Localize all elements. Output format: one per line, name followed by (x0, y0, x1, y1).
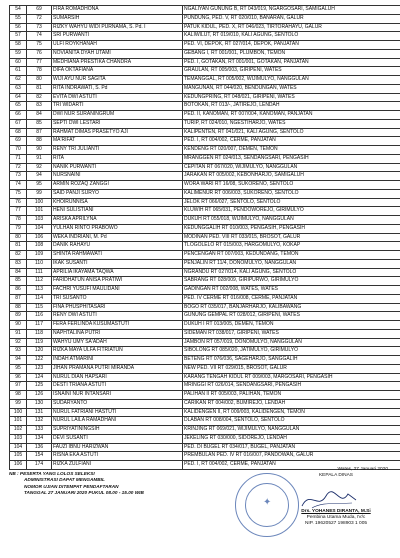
participant-name: NANIK PURWANTI (52, 163, 183, 172)
participant-address: KEDUNGPRING, RT 048/021, GIRIPENI, WATES (183, 93, 400, 102)
test-number: 106 (27, 233, 52, 242)
row-number: 105 (10, 452, 27, 461)
participant-address: PED. I, RT 004/002, CERME, PANJATAN (183, 461, 400, 470)
table-row (10, 321, 400, 330)
row-number: 58 (10, 41, 27, 50)
participant-address: KALIWILUT, RT 019/010, KALI AGUNG, SENTOLO (183, 32, 400, 41)
table-row (10, 286, 400, 295)
table-row (10, 128, 400, 137)
test-number: 80 (27, 76, 52, 85)
row-number: 100 (10, 408, 27, 417)
participant-name: NOVIANITA DYAH UTAMI (52, 49, 183, 58)
row-number: 62 (10, 76, 27, 85)
test-number: 74 (27, 32, 52, 41)
table-row (10, 146, 400, 155)
participant-address: JELOK RT 066/027, SENTOLO, SENTOLO (183, 198, 400, 207)
participant-address: PUNDUNG, PED. V, RT 020/010, BANARAN, GALUR (183, 14, 400, 23)
row-number: 102 (10, 426, 27, 435)
participant-name: JIHAN PRAMANA PUTRI MIRANDA (52, 364, 183, 373)
participant-address: NGALIYAN GUNUNG B, RT 043/019, NGARGOSARI, SAMIGALUH (183, 6, 400, 15)
table-row (10, 268, 400, 277)
participant-name: WAHYU UMY SA'ADAH (52, 338, 183, 347)
row-number: 75 (10, 189, 27, 198)
participant-name: ISNAINI NUR INTANSARI (52, 391, 183, 400)
test-number: 113 (27, 286, 52, 295)
test-number: 100 (27, 198, 52, 207)
test-number: 116 (27, 312, 52, 321)
participant-address: MANGUNAN, RT 044/020, BENDUNGAN, WATES (183, 84, 400, 93)
test-number: 95 (27, 181, 52, 190)
participant-name: ULFI ROYKHANAH (52, 41, 183, 50)
participant-address: DLABAN RT 008/004, SENTOLO, SENTOLO (183, 417, 400, 426)
table-row (10, 399, 400, 408)
row-number: 97 (10, 382, 27, 391)
row-number: 99 (10, 399, 27, 408)
participant-name: RIZKA MAYA ULFA FITRIATUN (52, 347, 183, 356)
test-number: 92 (27, 163, 52, 172)
row-number: 76 (10, 198, 27, 207)
participant-name: ARMIN ROZAQ ZANGGI (52, 181, 183, 190)
test-number: 94 (27, 172, 52, 181)
row-number: 90 (10, 321, 27, 330)
participant-name: TRI WIDARTI (52, 102, 183, 111)
test-number: 76 (27, 49, 52, 58)
table-row (10, 154, 400, 163)
test-number: 132 (27, 417, 52, 426)
row-number: 88 (10, 303, 27, 312)
table-row (10, 41, 400, 50)
test-number: 133 (27, 426, 52, 435)
table-row (10, 294, 400, 303)
participant-address: SIBOLONG RT 085/020, JATIMULYO, GIRIMULYO (183, 347, 400, 356)
participant-address: GRAULAN, RT 005/003, GIRIPENI, WATES (183, 67, 400, 76)
row-number: 103 (10, 434, 27, 443)
test-number: 134 (27, 434, 52, 443)
participant-address: JARAKAN RT 005/002, KEBONHARJO, SAMIGALUH (183, 172, 400, 181)
participant-name: DIFA OKTAFIANA (52, 67, 183, 76)
participant-address: PED. DI BUGEL RT 034/017, BUGEL, PANJATAN (183, 443, 400, 452)
participant-address: MRANGGEN RT 024/013, SENDANGSARI, PENGASIH (183, 154, 400, 163)
row-number: 94 (10, 356, 27, 365)
participant-address: KALIMENUR RT 006/003, SUKORENO, SENTOLO (183, 189, 400, 198)
test-number: 120 (27, 347, 52, 356)
participant-name: NURUL LAILA RAMADHANI (52, 417, 183, 426)
participant-name: DANIK RAHAYU (52, 242, 183, 251)
participant-address: KARANG TENGAH KIDUL RT 009/003, MARGOSARI, PENGASIH (183, 373, 400, 382)
participant-name: YULHAN RINTO PRABOWO (52, 224, 183, 233)
participant-address: BETENG RT 076/036, SAGEHARJO, SANGGALIH (183, 356, 400, 365)
participant-address: GEBANG I, RT 001/001, PLUMBON, TEMON (183, 49, 400, 58)
test-number: 118 (27, 329, 52, 338)
row-number: 86 (10, 286, 27, 295)
table-row (10, 207, 400, 216)
table-row (10, 76, 400, 85)
participant-table (9, 5, 400, 470)
test-number: 90 (27, 146, 52, 155)
row-number: 85 (10, 277, 27, 286)
participant-address: DUKUH I RT 013/005, DEMEN, TEMON (183, 321, 400, 330)
participant-address: WORA WARI RT 16/08, SUKORENO, SENTOLO (183, 181, 400, 190)
test-number: 75 (27, 41, 52, 50)
table-row (10, 137, 400, 146)
row-number: 78 (10, 216, 27, 225)
participant-name: SUPRIYATININGSIH (52, 426, 183, 435)
participant-address: DUKUH RT 055/018, WIJIMULYO, NANGGULAN (183, 216, 400, 225)
participant-name: HENI SULISTIANI (52, 207, 183, 216)
test-number: 88 (27, 137, 52, 146)
table-row (10, 224, 400, 233)
row-number: 79 (10, 224, 27, 233)
participant-name: RAHMAT DIMAS PRASETYO AJI (52, 128, 183, 137)
table-row (10, 329, 400, 338)
row-number: 101 (10, 417, 27, 426)
participant-address: TEMANGGAL, RT 005/002, WIJIMULYO, NANGGULAN (183, 76, 400, 85)
participant-name: DWI NUR SURANINGRUM (52, 111, 183, 120)
participant-address: PED. IV CERME RT 016/008, CERME, PANJATAN (183, 294, 400, 303)
table-row (10, 163, 400, 172)
row-number: 74 (10, 181, 27, 190)
test-number: 81 (27, 84, 52, 93)
row-number: 84 (10, 268, 27, 277)
row-number: 83 (10, 259, 27, 268)
table-row (10, 67, 400, 76)
test-number: 103 (27, 216, 52, 225)
table-row (10, 49, 400, 58)
participant-address: PENJALIN RT 11/4, DONOMULYO, NANGGULAN (183, 259, 400, 268)
test-number: 174 (27, 461, 52, 470)
row-number: 57 (10, 32, 27, 41)
row-number: 65 (10, 102, 27, 111)
participant-address: NGRANDU RT 027/014, KALI AGUNG, SENTOLO (183, 268, 400, 277)
table-row (10, 93, 400, 102)
test-number: 87 (27, 128, 52, 137)
participant-address: BOTOKAN, RT 013/-, JATIREJO, LENDAH (183, 102, 400, 111)
participant-name: SAID PANJI SURYO (52, 189, 183, 198)
table-row (10, 417, 400, 426)
participant-address: PED. I, RT 004/002, CERME, PANJATAN (183, 137, 400, 146)
test-number: 125 (27, 382, 52, 391)
test-number: 136 (27, 443, 52, 452)
table-row (10, 23, 400, 32)
test-number: 91 (27, 154, 52, 163)
test-number: 112 (27, 277, 52, 286)
table-row (10, 312, 400, 321)
test-number: 77 (27, 58, 52, 67)
row-number: 70 (10, 146, 27, 155)
test-number: 123 (27, 364, 52, 373)
participant-name: APRILIA IKAYAMA TAQWA (52, 268, 183, 277)
table-row (10, 338, 400, 347)
participant-name: TRI SUSANTO (52, 294, 183, 303)
table-row (10, 14, 400, 23)
participant-name: EVITA DWI ASTUTI (52, 93, 183, 102)
table-row (10, 233, 400, 242)
row-number: 72 (10, 163, 27, 172)
test-number: 109 (27, 251, 52, 260)
signature-place-date: Wates, 27 Januari 2020 (337, 467, 388, 472)
participant-name: FIRA ROMADHONA (52, 6, 183, 15)
table-row (10, 426, 400, 435)
participant-address: TLOGOLELO RT 015/003, HARGOMULYO, KOKAP (183, 242, 400, 251)
test-number: 126 (27, 391, 52, 400)
test-number: 130 (27, 399, 52, 408)
table-row (10, 356, 400, 365)
participant-name: ARISKA APRILYNA (52, 216, 183, 225)
row-number: 98 (10, 391, 27, 400)
participant-address: PREMBULAN PED. IV RT 016/007, PANDOWAN, GALUR (183, 452, 400, 461)
test-number: 117 (27, 321, 52, 330)
row-number: 91 (10, 329, 27, 338)
participant-name: RITA INDRAWATI, S. Pd (52, 84, 183, 93)
participant-address: KRINJING RT 069/021, WIJIMULYO, NANGGULAN (183, 426, 400, 435)
participant-name: IKAK SUSANTI (52, 259, 183, 268)
participant-address: KALIDENGEN II, RT 009/003, KALIDENGEN, TEMON (183, 408, 400, 417)
participant-name: KHOIRUNNISA (52, 198, 183, 207)
row-number: 82 (10, 251, 27, 260)
participant-name: MA'RIFAT (52, 137, 183, 146)
table-row (10, 198, 400, 207)
table-row (10, 102, 400, 111)
test-number: 114 (27, 294, 52, 303)
test-number: 72 (27, 14, 52, 23)
participant-name: RIZKY WAHYU WIDI PURNAMA, S. Pd. I (52, 23, 183, 32)
participant-address: JAMBON RT 057/019, DONOMULYO, NANGGULAN (183, 338, 400, 347)
row-number: 96 (10, 373, 27, 382)
participant-name: FACHRI YUSUFI MAULIDANI (52, 286, 183, 295)
table-row (10, 408, 400, 417)
participant-address: NEW PED. VII RT 029/015, BROSOT, GALUR (183, 364, 400, 373)
table-row (10, 189, 400, 198)
participant-name: RISNA EKA ASTUTI (52, 452, 183, 461)
test-number: 85 (27, 119, 52, 128)
test-number: 119 (27, 338, 52, 347)
row-number: 95 (10, 364, 27, 373)
table-row (10, 391, 400, 400)
signatory-rank: Pembina Utama Muda, IV/c (306, 515, 366, 520)
participant-address: GADINGAN RT 002/008, WATES, WATES (183, 286, 400, 295)
participant-address: KLUWIH RT 065/031, PENDOWOREJO, GIRIMULYO (183, 207, 400, 216)
participant-address: CEPITAN RT 067/020, WIJIMULYO, NANGGULAN (183, 163, 400, 172)
table-row (10, 172, 400, 181)
note-line: ADMINISTRASI DAPAT MENGAMBIL (24, 477, 105, 483)
table-row (10, 84, 400, 93)
participant-table-body (10, 6, 400, 470)
row-number: 73 (10, 172, 27, 181)
participant-address: JEKELING RT 030/000, SIDOREJO, LENDAH (183, 434, 400, 443)
participant-address: TURIP, RT 024/010, NGESTIHARJO, WATES (183, 119, 400, 128)
test-number: 104 (27, 224, 52, 233)
row-number: 60 (10, 58, 27, 67)
participant-name: RITA (52, 154, 183, 163)
row-number: 71 (10, 154, 27, 163)
row-number: 66 (10, 111, 27, 120)
table-row (10, 242, 400, 251)
row-number: 93 (10, 347, 27, 356)
table-row (10, 119, 400, 128)
table-row (10, 181, 400, 190)
table-row (10, 303, 400, 312)
row-number: 64 (10, 93, 27, 102)
table-row (10, 277, 400, 286)
row-number: 104 (10, 443, 27, 452)
signature-position: KEPALA DINAS (318, 473, 354, 478)
test-number: 73 (27, 23, 52, 32)
row-number: 56 (10, 23, 27, 32)
signatory-nip: NIP. 19620527 198903 1 005 (304, 521, 368, 526)
table-row (10, 32, 400, 41)
row-number: 89 (10, 312, 27, 321)
test-number: 78 (27, 67, 52, 76)
row-number: 67 (10, 119, 27, 128)
emblem-icon: ✦ (263, 497, 272, 508)
row-number: 80 (10, 233, 27, 242)
row-number: 68 (10, 128, 27, 137)
table-row (10, 382, 400, 391)
participant-name: SHINTA RAHMAWATI (52, 251, 183, 260)
participant-name: NURUL FATRIANI HASTUTI (52, 408, 183, 417)
participant-name: NURSNAINI (52, 172, 183, 181)
table-row (10, 443, 400, 452)
row-number: 54 (10, 6, 27, 15)
participant-address: PENCENGAN RT 007/003, KEDUNDANG, TEMON (183, 251, 400, 260)
participant-name: RENY TRI JULIANTI (52, 146, 183, 155)
test-number: 111 (27, 268, 52, 277)
table-row (10, 259, 400, 268)
test-number: 122 (27, 356, 52, 365)
participant-name: FERA FERLINDA KUSUMASTUTI (52, 321, 183, 330)
row-number: 55 (10, 14, 27, 23)
row-number: 69 (10, 137, 27, 146)
participant-name: SRI PURWANTI (52, 32, 183, 41)
row-number: 87 (10, 294, 27, 303)
participant-address: PALIHAN II RT 005/003, PALIHAN, TEMON (183, 391, 400, 400)
participant-address: CARIKAN RT 004/002, BUMIREJO, LENDAH (183, 399, 400, 408)
row-number: 77 (10, 207, 27, 216)
test-number: 82 (27, 93, 52, 102)
table-row (10, 58, 400, 67)
participant-name: SUDARYANTO (52, 399, 183, 408)
test-number: 99 (27, 189, 52, 198)
row-number: 59 (10, 49, 27, 58)
participant-name: FARIDHATUN ANISA PRATIWI (52, 277, 183, 286)
test-number: 131 (27, 408, 52, 417)
table-row (10, 373, 400, 382)
participant-address: SABRANG RT 028/009, GIRIPURWO, GIRIMULYO (183, 277, 400, 286)
participant-name: RENY DWI ASTUTI (52, 312, 183, 321)
table-row (10, 452, 400, 461)
table-row (10, 347, 400, 356)
signatory-name: Drs. YOHANES DIRANTA, M.Si (301, 509, 371, 514)
notes-block (9, 471, 144, 496)
test-number: 110 (27, 259, 52, 268)
test-number: 124 (27, 373, 52, 382)
participant-name: RIZKA ZULFIANI (52, 461, 183, 470)
participant-name: FAUZI IBNU HARIZWAN (52, 443, 183, 452)
row-number: 106 (10, 461, 27, 470)
test-number: 108 (27, 242, 52, 251)
table-row (10, 111, 400, 120)
table-row (10, 364, 400, 373)
participant-address: GUNUNG GEMPAL RT 028/012, GIRIPENI, WATES (183, 312, 400, 321)
row-number: 61 (10, 67, 27, 76)
participant-name: SUMARSIH (52, 14, 183, 23)
participant-address: SIDEMAN RT 038/017, GIRIPENI, WATES (183, 329, 400, 338)
table-row (10, 434, 400, 443)
test-number: 84 (27, 111, 52, 120)
participant-name: DEVI SUSANTI (52, 434, 183, 443)
participant-name: MEDHIANA PRESTIKA CHANDRA (52, 58, 183, 67)
participant-address: BOGO RT 035/017, BANJARHARJO, KALIBAWANG (183, 303, 400, 312)
signature-block (276, 467, 396, 527)
test-number: 101 (27, 207, 52, 216)
test-number: 83 (27, 102, 52, 111)
row-number: 63 (10, 84, 27, 93)
participant-name: SEPTI DWI LESTARI (52, 119, 183, 128)
participant-name: NURUL DIAN HAPSARI (52, 373, 183, 382)
table-row (10, 6, 400, 15)
participant-address: MODINAN PED. VIII RT 033/015, BROSOT, GALUR (183, 233, 400, 242)
participant-name: INDAH ATMARINI (52, 356, 183, 365)
participant-name: WIJI AYU NUR SAGITA (52, 76, 183, 85)
note-line: TANGGAL 27 JANUARI 2020 PUKUL 08.00 - 15.00 WIB (24, 489, 144, 495)
participant-address: MRINGGI RT 026/014, SENDANGSARI, PENGASIH (183, 382, 400, 391)
note-line: NB : PESERTA YANG LOLOS SELEKSI (9, 471, 95, 476)
participant-address: KEDUNGGALIH RT 010/003, PENGASIH, PENGASIH (183, 224, 400, 233)
table-row (10, 251, 400, 260)
test-number: 69 (27, 6, 52, 15)
row-number: 92 (10, 338, 27, 347)
participant-address: PATUK KIDUL, PED. X, RT 046/023, TIRTORAHAYU, GALUR (183, 23, 400, 32)
participant-name: FINA PHUSPHITASARI (52, 303, 183, 312)
participant-address: PED. I, GOTAKAN, RT 001/001, GOTAKAN, PANJATAN (183, 58, 400, 67)
participant-name: NAPHTALINA PUTRI (52, 329, 183, 338)
table-row (10, 216, 400, 225)
participant-name: DESTI TRIANA ASTUTI (52, 382, 183, 391)
participant-address: PED. VI, DEPOK, RT 027/014, DEPOK, PANJATAN (183, 41, 400, 50)
test-number: 154 (27, 452, 52, 461)
note-line: NOMOR UJIAN DITEMPAT PENDAFTARAN (24, 483, 119, 489)
participant-address: KENDENG RT 020/007, DEMEN, TEMON (183, 146, 400, 155)
participant-address: KALIPENTEN, RT 041/021, KALI AGUNG, SENTOLO (183, 128, 400, 137)
test-number: 115 (27, 303, 52, 312)
participant-name: WEKA INDRIANI, M. Pd (52, 233, 183, 242)
row-number: 81 (10, 242, 27, 251)
participant-address: PED. II, KANOMAN, RT 007/004, KANOMAN, PANJATAN (183, 111, 400, 120)
